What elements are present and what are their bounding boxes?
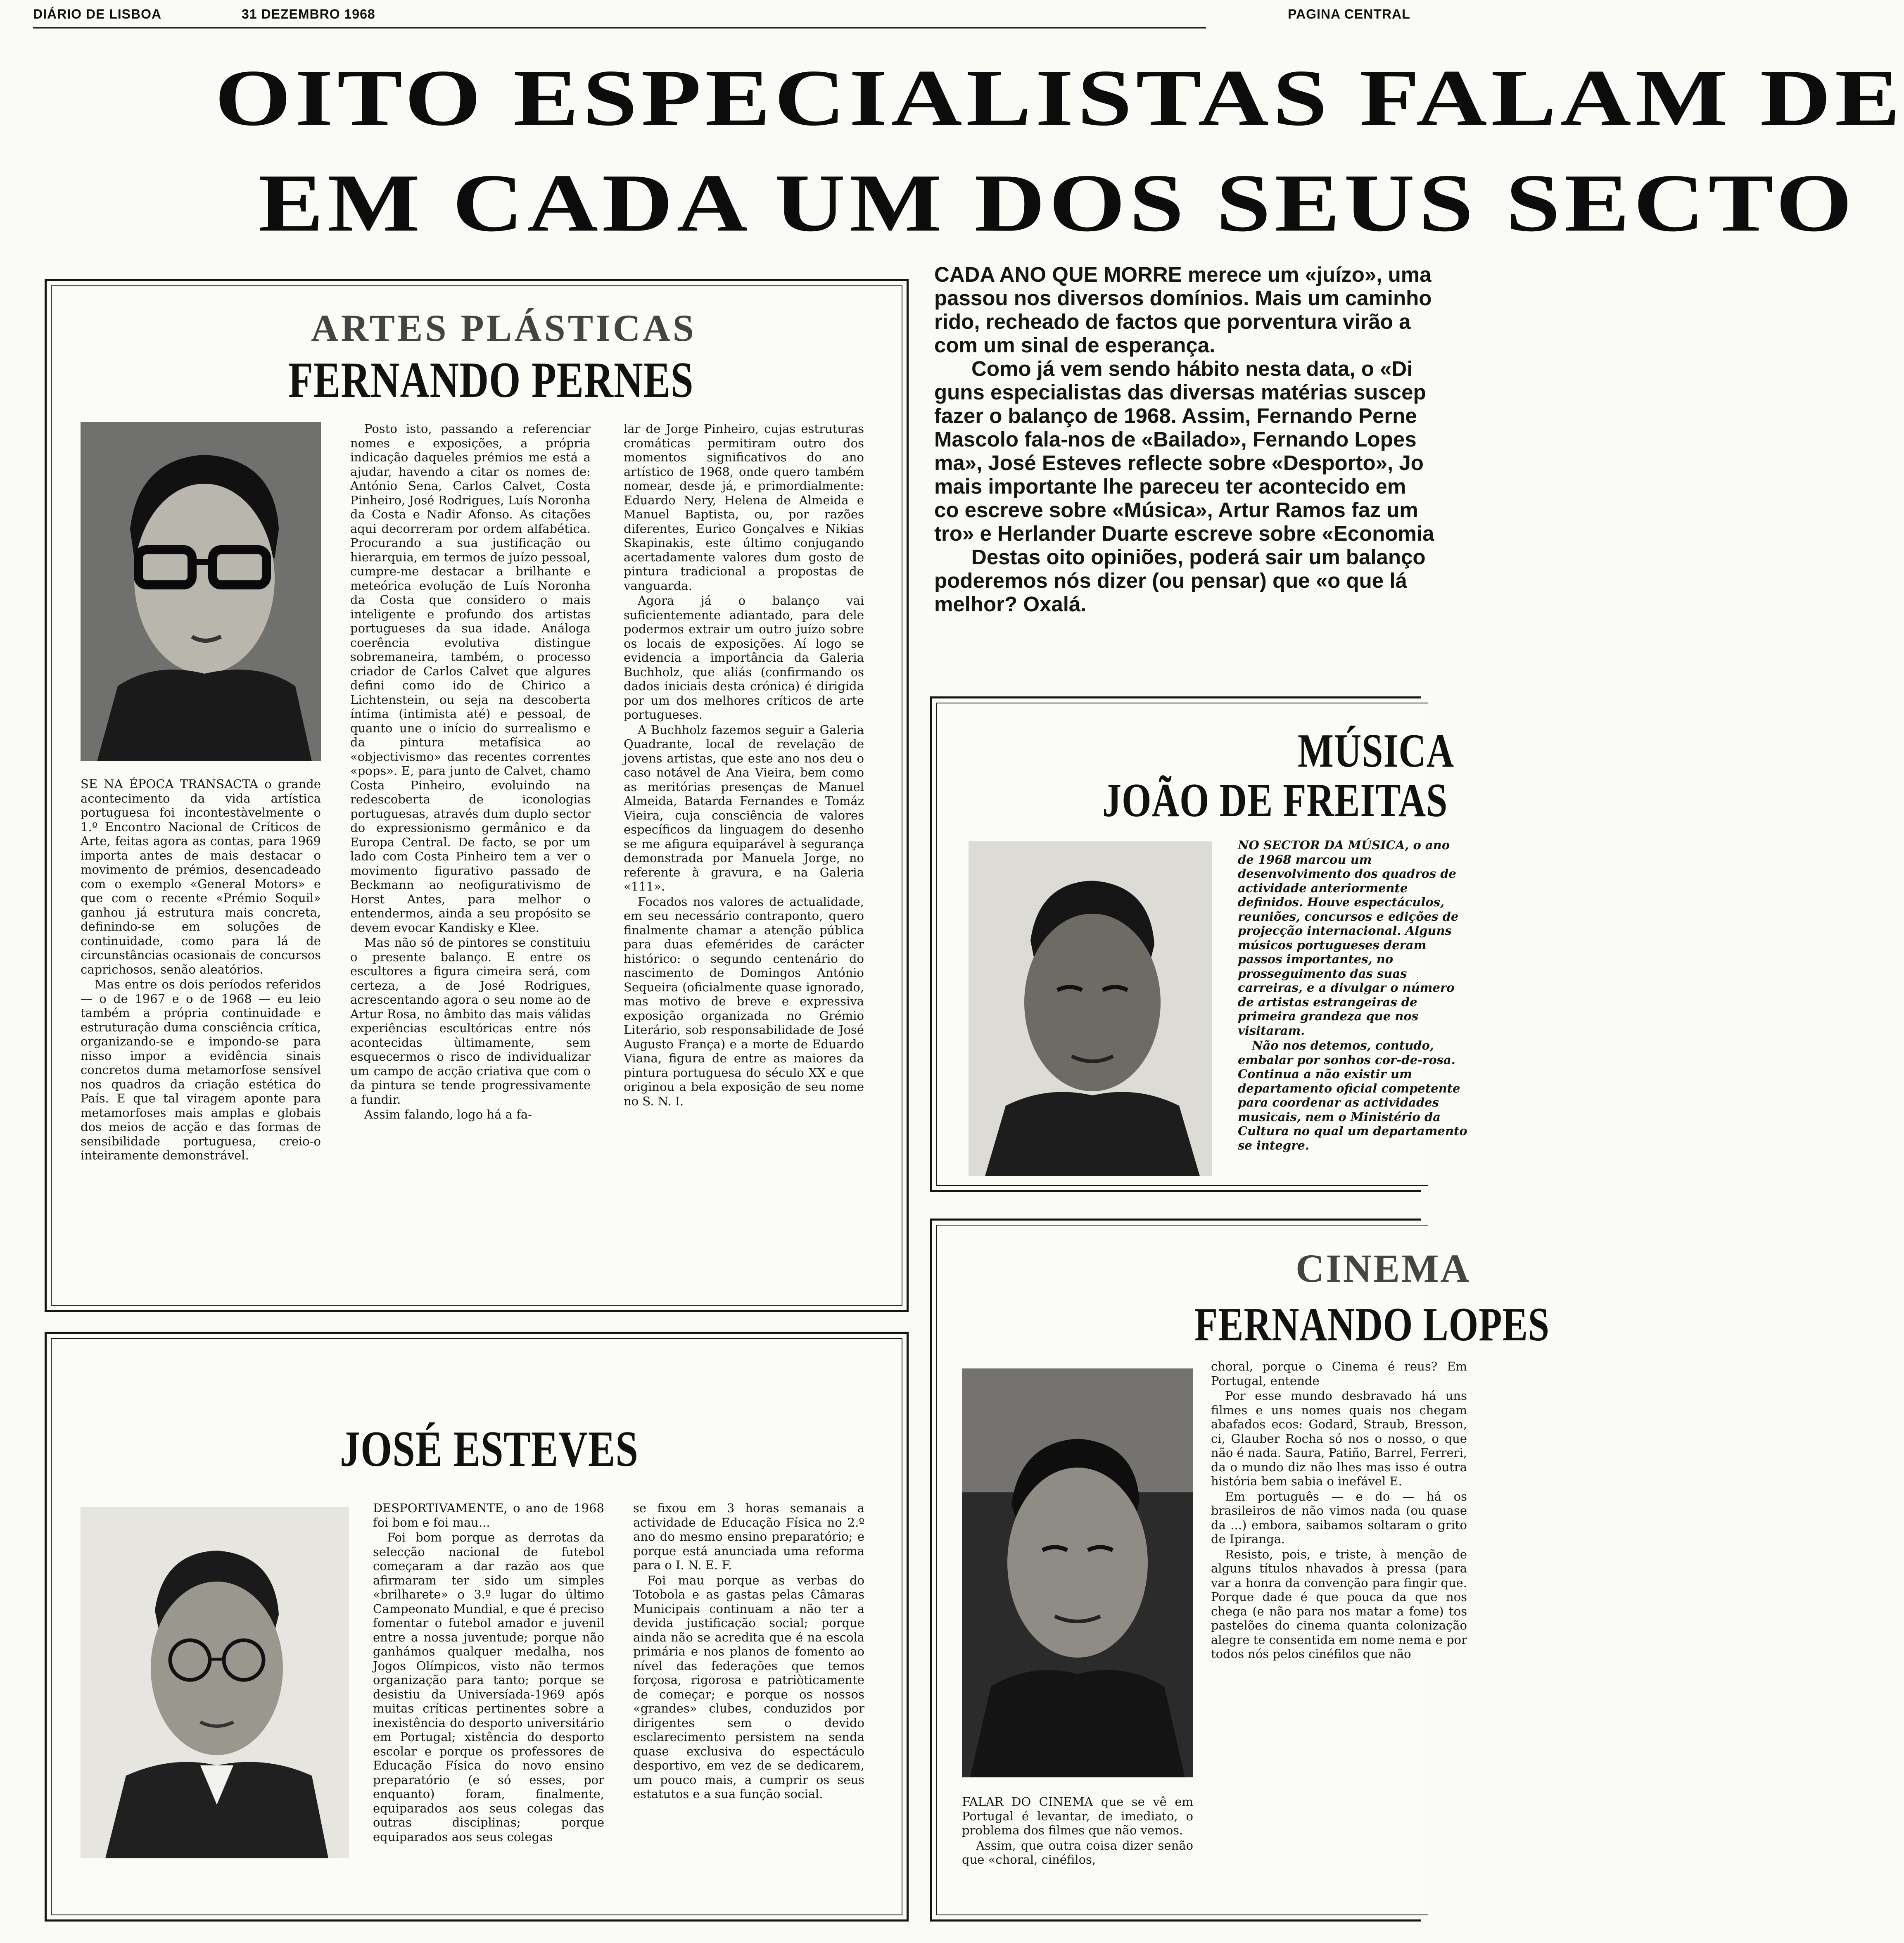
intro-line: rido, recheado de factos que porventura virão a [934,310,1411,333]
intro-line: poderemos nós dizer (ou pensar) que «o que lá [934,569,1407,592]
intro-line: co escreve sobre «Música», Artur Ramos faz um [934,498,1418,522]
section-kicker: ARTES PLÁSTICAS [311,307,696,349]
cinema-column-right [1211,1359,1467,1913]
author-photo [81,422,321,761]
intro-line: fazer o balanço de 1968. Assim, Fernando Perne [934,404,1417,428]
portrait-fernando-pernes [81,422,321,761]
desporto-column-1 [373,1501,604,1910]
paragraph: lar de Jorge Pinheiro, cujas estruturas cromáticas permitiram outro dos momentos significativos do ano artístico de 1968, onde quero também nomear, desde já, e primordialmente: Eduardo Nery, Helena de Almeida e Manuel Baptista, ou, por razões diferentes, Eurico Gonçalves e Nikias Skapinakis, este último conjugando acertadamente valores dum gosto de pintura tradicional a propostas de vanguarda. [624,422,864,593]
intro-line: ma», José Esteves reflecte sobre «Desporto», Jo [934,451,1424,475]
author-byline: JOSÉ ESTEVES [340,1421,639,1477]
intro-line: CADA ANO QUE MORRE merece um «juízo», uma [934,263,1432,286]
author-photo [969,841,1212,1176]
artes-column-1 [81,777,321,1297]
paragraph: SE NA ÉPOCA TRANSACTA o grande acontecimento da vida artística portuguesa foi incontestàvelmente o 1.º Encontro Nacional de Críticos de Arte, feitas agora as contas, para 1969 importa antes de mais destacar o movimento de prémios, desencadeado com o exemplo «General Motors» e que com o recente «Prémio Soquil» ganhou já estrutura mais concreta, definindo-se em soluções de continuidade, como para lá de circunstâncias ocasionais de concursos caprichosos, senão aleatórios. [81,777,321,976]
intro-line: Destas oito opiniões, poderá sair um balanço [971,545,1426,569]
musica-box [930,696,1467,1192]
desporto-box [45,1332,909,1922]
intro-text [934,263,1434,647]
intro-line: Como já vem sendo hábito nesta data, o «Di [971,357,1413,380]
section-kicker: MÚSICA [1298,724,1455,777]
intro-line: melhor? Oxalá. [934,592,1087,616]
headline-line-2: EM CADA UM DOS SEUS SECTO [258,157,1856,249]
paragraph: FALAR DO CINEMA que se vê em Portugal é levantar, de imediato, o problema dos filmes que não vemos. [962,1795,1193,1837]
paragraph: NO SECTOR DA MÚSICA, o ano de 1968 marcou um desenvolvimento dos quadros de actividade anteriormente definidos. Houve espectáculos, reuniões, concursos e edições de projecção internacional. Alguns músicos portugueses deram passos importantes, no prosseguimento das suas carreiras, e a divulgar o número de artistas estrangeiras de primeira grandeza que nos visitaram. [1238,838,1459,1038]
section-kicker: CINEMA [1296,1246,1471,1290]
musica-column-1 [1238,838,1467,1177]
intro-line: tro» e Herlander Duarte escreve sobre «Economia [934,522,1434,545]
page-label: PAGINA CENTRAL [1288,7,1410,21]
paragraph: se fixou em 3 horas semanais a actividade de Educação Física no 2.º ano do mesmo ensino preparatório; e porque está anunciada uma reforma para o I. N. E. F. [633,1501,864,1572]
paragraph: A Buchholz fazemos seguir a Galeria Quadrante, local de revelação de jovens artistas, que este ano nos deu o caso notável de Ana Vieira, bem como as meritórias presenças de Manuel Almeida, Batarda Fernandes e Tomáz Vieira, cuja consciência de valores específicos da linguagem do desenho se me afigura equiparável à segurança demonstrada por Manuela Jorge, no referente à gravura, e na Galeria «111». [624,722,864,893]
intro-line: Mascolo fala-nos de «Bailado», Fernando Lopes [934,428,1417,451]
paragraph: Assim, que outra coisa dizer senão que «choral, cinéfilos, [962,1838,1193,1867]
cinema-column-left [962,1795,1193,1910]
paragraph: Por esse mundo desbravado há uns filmes e uns nomes quais nos chegam abafados ecos: Godard, Straub, Bresson, ci, Glauber Rocha só nos o nosso, o que não é nada. Saura, Patiño, Barrel, Ferreri, da o mundo diz não lhes mas isso é outra história bem sabia o inefável E. [1211,1389,1467,1488]
intro-line: passou nos diversos domínios. Mais um caminho [934,286,1432,310]
artes-column-2 [350,422,591,1297]
intro-line: guns especialistas das diversas matérias suscep [934,380,1426,404]
intro-line: com um sinal de esperança. [934,333,1216,357]
author-byline: JOÃO DE FREITAS [1102,774,1448,827]
paragraph: Agora já o balanço vai suficientemente adiantado, para dele podermos extrair um outro juízo sobre os locais de exposições. Aí logo se evidencia a importância da Galeria Buchholz, que aliás (confirmando os dados iniciais desta crónica) é dirigida por um dos melhores críticos de arte portugueses. [624,594,864,722]
header-rule [33,27,1206,29]
paragraph: Mas não só de pintores se constituiu o presente balanço. E entre os escultores a figura cimeira será, com certeza, a de José Rodrigues, acrescentando agora o seu nome ao de Artur Rosa, no âmbito das mais válidas experiências escultóricas entre nós acontecidas ùltimamente, sem esquecermos o risco de individualizar um campo de acção criativa que com o da pintura se tende progressivamente a fundir. [350,936,591,1107]
author-byline: FERNANDO LOPES [1194,1298,1550,1351]
author-byline: FERNANDO PERNES [288,352,694,409]
paragraph: Foi mau porque as verbas do Totobola e as gastas pelas Câmaras Municipais continuam a não ter a devida justificação social; porque ainda não se acredita que é na escola primária e nos planos de fomento ao nível das federações que temos forçosa, rigorosa e patriòticamente de começar; e porque os nossos «grandes» clubes, conduzidos por dirigentes sem o devido esclarecimento persistem na senda quase exclusiva do espectáculo desportivo, em vez de se dedicarem, um pouco mais, a cumprir os seus estatutos e a sua função social. [633,1573,864,1801]
paragraph: Mas entre os dois períodos referidos — o de 1967 e o de 1968 — eu leio também a própria continuidade e estruturação duma consciência crítica, organizando-se e impondo-se para nisso impor a evidência sinais concretos duma metamorfose sensível nos quadros da criação estética do País. E que tal viragem aponte para metamorfoses mais amplas e globais dos meios de acção e das formas de sensibilidade portuguesa, creio-o inteiramente demonstrável. [81,977,321,1162]
portrait-fernando-lopes [962,1368,1193,1777]
paragraph: DESPORTIVAMENTE, o ano de 1968 foi bom e foi mau... [373,1501,604,1530]
paragraph: Em português — e do — há os brasileiros de não vimos nada (ou quase da ...) embora, saibamos soltaram o grito de Ipiranga. [1211,1489,1467,1546]
paragraph: choral, porque o Cinema é reus? Em Portugal, entende [1211,1359,1467,1388]
newspaper-name: DIÁRIO DE LISBOA [33,7,162,21]
paragraph: Posto isto, passando a referenciar nomes e exposições, a própria indicação daqueles prémios me está a ajudar, havendo a citar os nomes de: António Sena, Carlos Calvet, Costa Pinheiro, José Rodrigues, Luís Noronha da Costa e Nadir Afonso. As citações aqui decorreram por ordem alfabética. Procurando a sua justificação ou hierarquia, em termos de juízo pessoal, cumpre-me destacar a brilhante e meteórica evolução de Luís Noronha da Costa que considero o mais inteligente e profundo dos artistas portugueses da sua idade. Análoga coerência evolutiva distingue sobremaneira, também, o processo criador de Carlos Calvet que algures defini como ido de Chirico a Lichtenstein, ou seja na descoberta íntima (intimista até) e pessoal, de quanto une o início do surrealismo e da pintura metafísica ao «objectivismo» das recentes correntes «pops». E, para junto de Calvet, chamo Costa Pinheiro, evoluindo na redescoberta de iconologias portuguesas, através dum duplo sector do expressionismo germânico e da Europa Central. De facto, se por um lado com Costa Pinheiro tem a ver o movimento figurativo passado de Beckmann ao neofigurativismo de Horst Antes, para melhor o entendermos, ainda a seu propósito se devem evocar Kandisky e Klee. [350,422,591,935]
author-photo [81,1507,349,1858]
intro-line: mais importante lhe pareceu ter acontecido em [934,475,1406,498]
headline-line-1: OITO ESPECIALISTAS FALAM DE [215,53,1904,143]
cinema-box [930,1219,1550,1922]
artes-column-3 [624,422,864,1297]
paragraph: Assim falando, logo há a fa- [364,1107,532,1121]
author-photo [962,1368,1193,1777]
desporto-column-2 [633,1501,864,1910]
artes-plasticas-box [45,279,909,1312]
issue-date: 31 DEZEMBRO 1968 [242,7,375,21]
paragraph: Foi bom porque as derrotas da selecção nacional de futebol começaram a dar razão aos que afirmaram ter sido um simples «brilharete» o 3.º lugar do último Campeonato Mundial, e que é preciso fomentar o futebol amador e juvenil entre a nossa juventude; porque não ganhámos qualquer medalha, nos Jogos Olímpicos, visto não termos organização para tanto; porque se desistiu da Universíada-1969 após muitas críticas pertinentes sobre a inexistência do desporto universitário em Portugal; xistência do desporto escolar e porque os professores de Educação Física do novo ensino preparatório (e só esses, por enquanto) foram, finalmente, equiparados aos seus colegas das outras disciplinas; porque equiparados aos seus colegas [373,1530,604,1844]
portrait-jose-esteves [81,1507,349,1858]
paragraph: Resisto, pois, e triste, à menção de alguns títulos nhavados à pressa (para var a honra da convenção para fingir que. Porque dade é que pouca da que nos chega (e não para nos matar a fome) tos pastelões do cinema quanta colonização alegre te consentida em nome nema e por todos nós pelos cinéfilos que não [1211,1547,1467,1661]
portrait-joao-de-freitas [969,841,1212,1176]
paragraph: Focados nos valores de actualidade, em seu necessário contraponto, quero finalmente chamar a atenção pública para duas efemérides de carácter histórico: o segundo centenário do nascimento de Domingos António Sequeira (oficialmente quase ignorado, mas motivo de breve e expressiva exposição organizada no Grémio Literário, sob responsabilidade de José Augusto França) e a morte de Eduardo Viana, figura de entre as maiores da pintura portuguesa do século XX e que originou a bela exposição de seu nome no S. N. I. [624,894,864,1108]
paragraph: Não nos detemos, contudo, embalar por sonhos cor-de-rosa. Continua a não existir um departamento oficial competente para coordenar as actividades musicais, nem o Ministério da Cultura no qual um departamento se integre. [1238,1038,1467,1152]
